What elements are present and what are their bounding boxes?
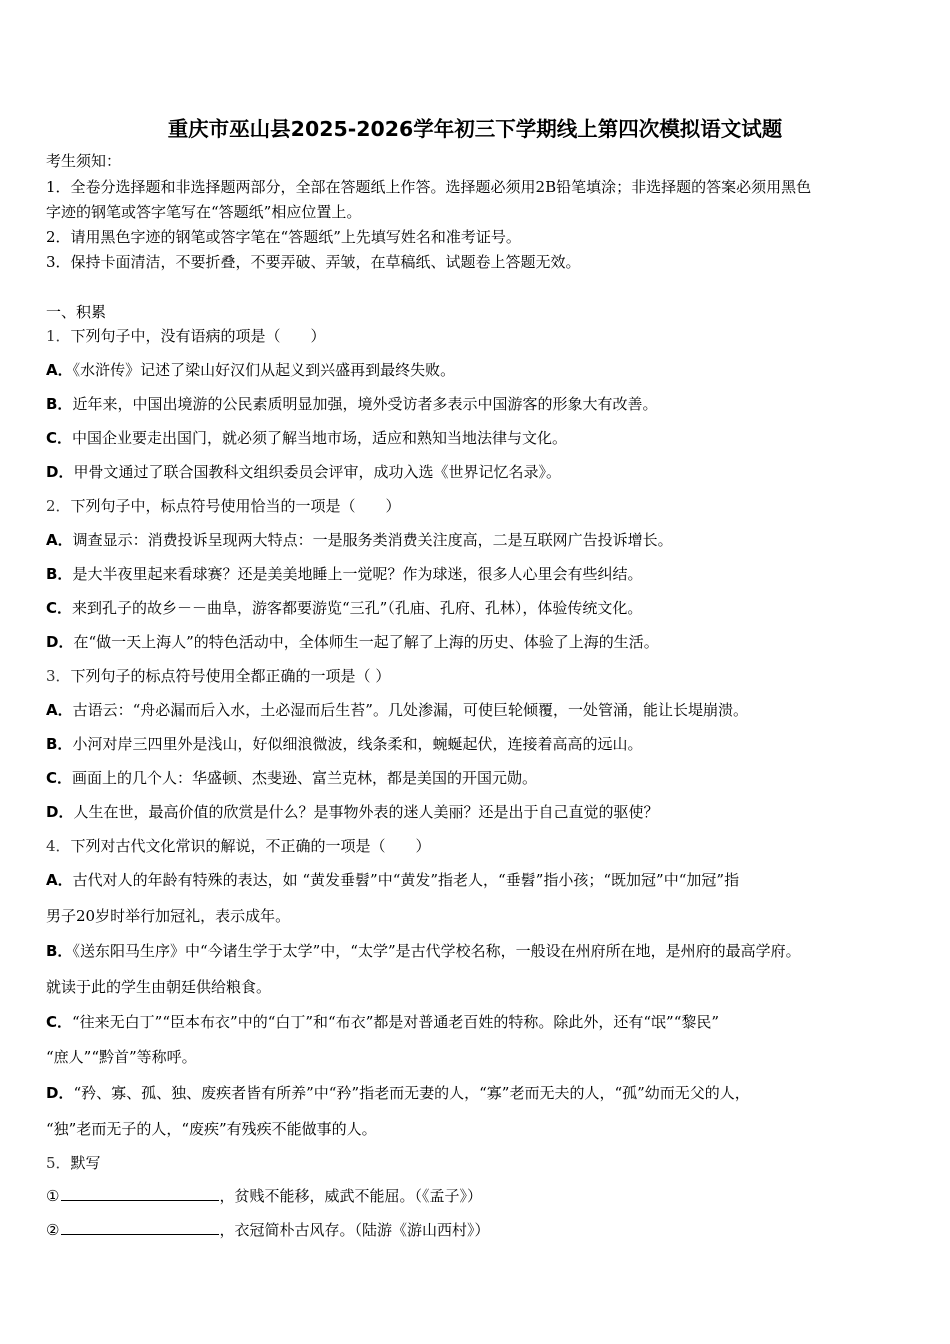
question-text: 默写: [70, 1154, 101, 1172]
question-text: 下列句子中，没有语病的项是（ ）: [70, 327, 326, 345]
option-letter: C．: [46, 1013, 73, 1031]
section-heading: 一、积累: [46, 303, 107, 321]
option-c: [46, 428, 567, 448]
option-letter: D．: [46, 633, 74, 651]
option-d: [46, 462, 561, 482]
option-continuation: 就读于此的学生由朝廷供给粮食。: [46, 978, 272, 996]
question-text: 下列句子中，标点符号使用恰当的一项是（ ）: [70, 497, 401, 515]
option-c: [46, 1012, 719, 1032]
question-text: 下列对古代文化常识的解说，不正确的一项是（ ）: [70, 837, 431, 855]
option-letter: C．: [46, 769, 73, 787]
question-stem: [46, 496, 401, 516]
option-text: 来到孔子的故乡－－曲阜，游客都要游览“三孔”（孔庙、孔府、孔林），体验传统文化。: [72, 599, 643, 617]
option-text: 小河对岸三四里外是浅山，好似细浪微波，线条柔和，蜿蜒起伏，连接着高高的远山。: [72, 735, 643, 753]
notice-line: 3．保持卡面清洁，不要折叠，不要弄破、弄皱，在草稿纸、试题卷上答题无效。: [46, 253, 581, 271]
option-text: “矜、寡、孤、独、废疾者皆有所养”中“矜”指老而无妻的人，“寡”老而无夫的人，“孤”幼而无父的人，: [73, 1084, 750, 1102]
question-stem: [46, 326, 326, 346]
question-number: 4．: [46, 837, 71, 855]
option-letter: C．: [46, 599, 73, 617]
notice-line: 1．全卷分选择题和非选择题两部分，全部在答题纸上作答。选择题必须用2B铅笔填涂；非选择题的答案必须用黑色: [46, 178, 812, 196]
option-b: [46, 394, 657, 414]
option-text: 调查显示：消费投诉呈现两大特点：一是服务类消费关注度高，二是互联网广告投诉增长。: [72, 531, 673, 549]
option-letter: A．: [46, 361, 73, 379]
option-letter: C．: [46, 429, 73, 447]
question-text: 下列句子的标点符号使用全都正确的一项是（ ）: [70, 667, 391, 685]
option-text: 中国企业要走出国门，就必须了解当地市场，适应和熟知当地法律与文化。: [72, 429, 568, 447]
blank-text: ，衣冠简朴古风存。（陆游《游山西村》）: [219, 1221, 490, 1239]
option-continuation: “庶人”“黔首”等称呼。: [46, 1048, 197, 1066]
option-letter: B．: [46, 735, 73, 753]
option-continuation: “独”老而无子的人，“废疾”有残疾不能做事的人。: [46, 1120, 377, 1138]
option-letter: D．: [46, 803, 74, 821]
option-a: [46, 530, 673, 550]
question-number: 1．: [46, 327, 71, 345]
question-number: 2．: [46, 497, 71, 515]
option-text: 古代对人的年龄有特殊的表达，如 “黄发垂髫”中“黄发”指老人，“垂髫”指小孩；“既加冠”中“加冠”指: [72, 871, 740, 889]
option-a: [46, 870, 739, 890]
option-a: [46, 700, 748, 720]
option-letter: B．: [46, 565, 73, 583]
option-letter: D．: [46, 1084, 74, 1102]
question-number: 3．: [46, 667, 71, 685]
option-letter: A．: [46, 531, 73, 549]
option-c: [46, 768, 537, 788]
option-letter: D．: [46, 463, 74, 481]
option-b: [46, 941, 801, 961]
option-text: 甲骨文通过了联合国教科文组织委员会评审，成功入选《世界记忆名录》。: [73, 463, 561, 481]
option-b: [46, 734, 642, 754]
notice-line: 2．请用黑色字迹的钢笔或答字笔在“答题纸”上先填写姓名和准考证号。: [46, 228, 521, 246]
question-number: 5．: [46, 1154, 71, 1172]
fill-blank-line: [46, 1220, 489, 1240]
option-text: 《水浒传》记述了梁山好汉们从起义到兴盛再到最终失败。: [72, 361, 456, 379]
blank-text: ，贫贱不能移，威武不能屈。（《孟子》）: [219, 1187, 482, 1205]
blank-marker: ①: [46, 1187, 60, 1205]
option-letter: A．: [46, 871, 73, 889]
option-text: 在“做一天上海人”的特色活动中，全体师生一起了解了上海的历史、体验了上海的生活。: [73, 633, 659, 651]
option-d: [46, 802, 658, 822]
notice-heading: 考生须知：: [46, 152, 122, 170]
blank-marker: ②: [46, 1221, 60, 1239]
option-text: “往来无白丁”“臣本布衣”中的“白丁”和“布衣”都是对普通老百姓的特称。除此外，还有“氓”“黎民”: [72, 1013, 720, 1031]
question-stem: [46, 1153, 101, 1173]
option-letter: B．: [46, 395, 73, 413]
question-stem: [46, 836, 431, 856]
option-continuation: 男子20岁时举行加冠礼，表示成年。: [46, 907, 291, 925]
option-d: [46, 1083, 750, 1103]
fill-blank-line: [46, 1186, 482, 1206]
option-a: [46, 360, 455, 380]
option-text: 画面上的几个人：华盛顿、杰斐逊、富兰克林，都是美国的开国元勋。: [72, 769, 538, 787]
option-letter: B．: [46, 942, 73, 960]
answer-blank[interactable]: [61, 1220, 219, 1235]
option-text: 古语云：“舟必漏而后入水，土必湿而后生苔”。几处渗漏，可使巨轮倾覆，一处管涌，能让长堤崩溃。: [72, 701, 748, 719]
option-text: 是大半夜里起来看球赛？还是美美地睡上一觉呢？作为球迷，很多人心里会有些纠结。: [72, 565, 643, 583]
question-stem: [46, 666, 390, 686]
option-d: [46, 632, 659, 652]
option-c: [46, 598, 642, 618]
option-text: 近年来，中国出境游的公民素质明显加强，境外受访者多表示中国游客的形象大有改善。: [72, 395, 658, 413]
option-text: 《送东阳马生序》中“今诸生学于太学”中，“太学”是古代学校名称，一般设在州府所在地，是州府的最高学府。: [72, 942, 801, 960]
option-letter: A．: [46, 701, 73, 719]
answer-blank[interactable]: [61, 1186, 219, 1201]
option-text: 人生在世，最高价值的欣赏是什么？是事物外表的迷人美丽？还是出于自己直觉的驱使？: [73, 803, 659, 821]
option-b: [46, 564, 642, 584]
notice-line: 字迹的钢笔或答字笔写在“答题纸”相应位置上。: [46, 203, 362, 221]
page-title: 重庆市巫山县2025-2026学年初三下学期线上第四次模拟语文试题: [167, 117, 783, 141]
